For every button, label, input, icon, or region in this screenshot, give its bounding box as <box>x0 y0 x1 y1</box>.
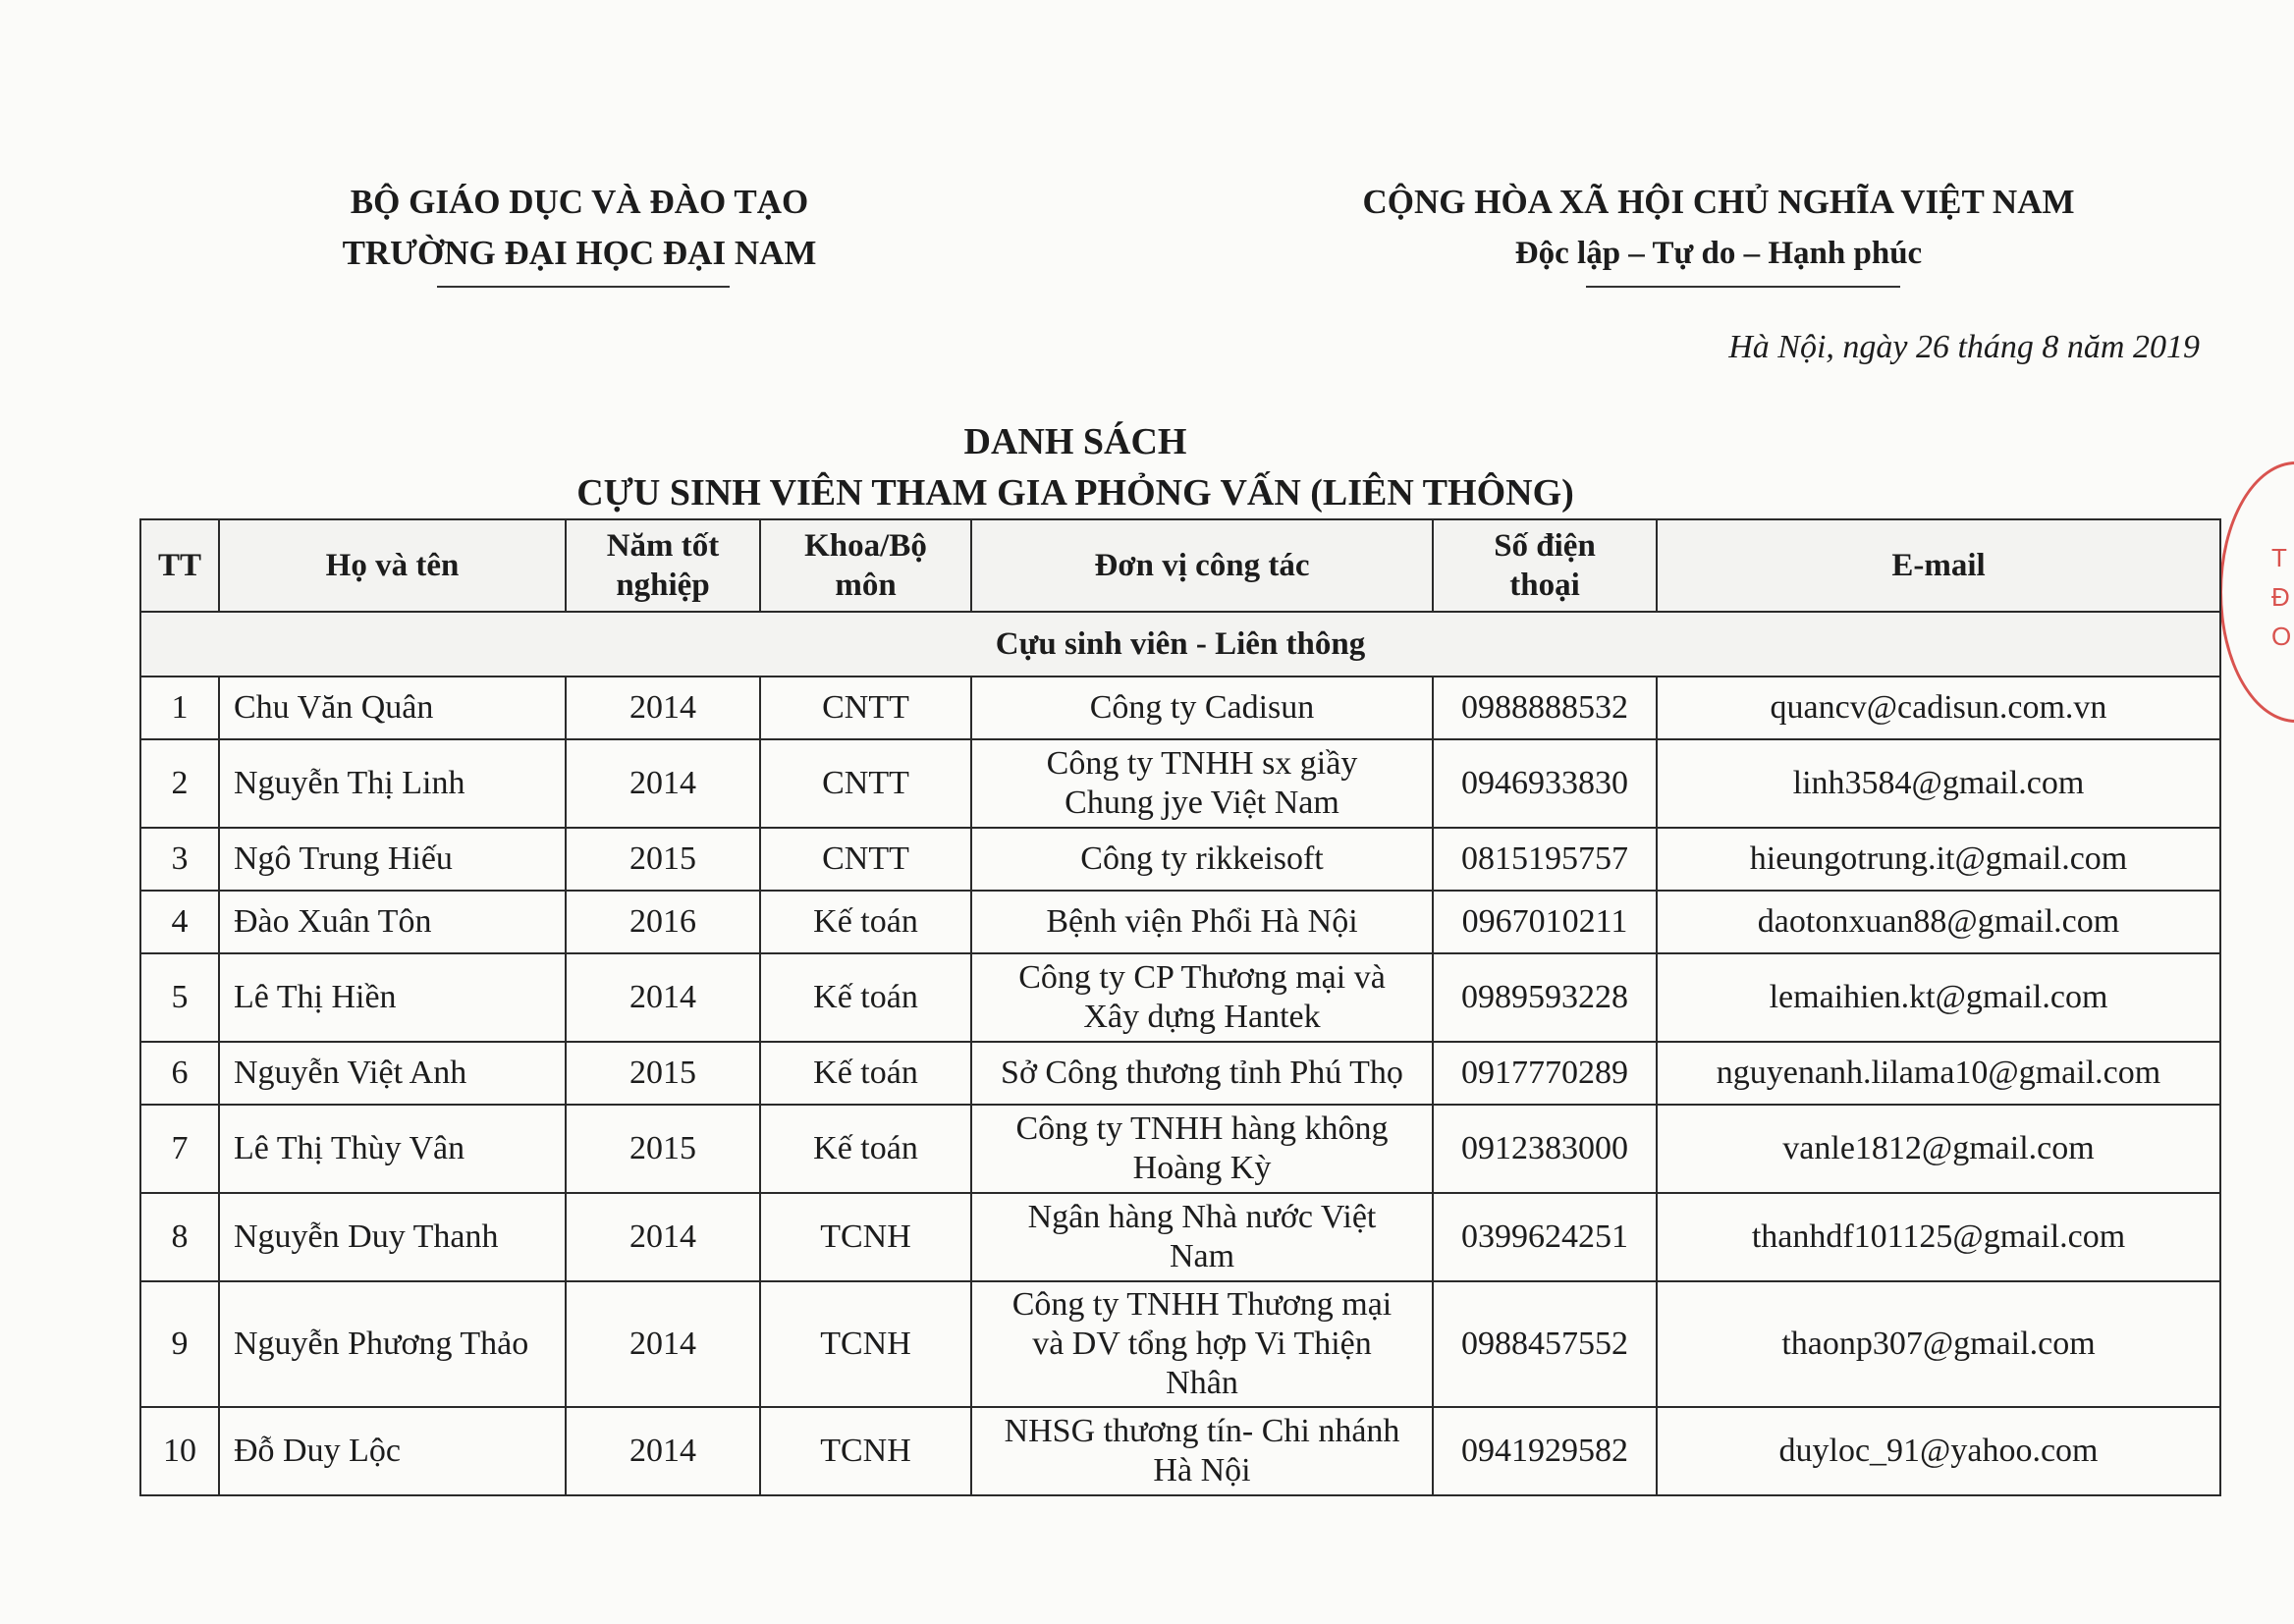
school-name: TRƯỜNG ĐẠI HỌC ĐẠI NAM <box>342 234 817 272</box>
cell-org-line: Hà Nội <box>1153 1452 1251 1489</box>
cell-phone: 0967010211 <box>1433 891 1657 953</box>
cell-phone: 0988457552 <box>1433 1281 1657 1407</box>
ministry-name: BỘ GIÁO DỤC VÀ ĐÀO TẠO <box>350 183 809 221</box>
cell-email: daotonxuan88@gmail.com <box>1657 891 2220 953</box>
cell-phone: 0399624251 <box>1433 1193 1657 1281</box>
header-underline-left <box>437 286 730 288</box>
cell-year: 2016 <box>566 891 760 953</box>
cell-dept: Kế toán <box>760 891 971 953</box>
cell-phone: 0989593228 <box>1433 953 1657 1042</box>
table-row <box>140 828 2220 891</box>
cell-org-line: Nam <box>1169 1238 1235 1274</box>
cell-year: 2014 <box>566 1407 760 1495</box>
col-header-year-line2: nghiệp <box>616 568 710 603</box>
table-row <box>140 1193 2220 1281</box>
header-underline-right <box>1586 286 1900 288</box>
col-header-phone-line1: Số điện <box>1494 528 1596 564</box>
cell-name: Ngô Trung Hiếu <box>219 828 566 891</box>
cell-org-line: NHSG thương tín- Chi nhánh <box>1004 1413 1400 1449</box>
table-row <box>140 677 2220 739</box>
cell-year: 2014 <box>566 739 760 828</box>
cell-name: Đỗ Duy Lộc <box>219 1407 566 1495</box>
col-header-phone <box>1433 519 1657 612</box>
col-header-year-line1: Năm tốt <box>606 528 720 564</box>
cell-year: 2015 <box>566 828 760 891</box>
col-header-year <box>566 519 760 612</box>
cell-name: Nguyễn Việt Anh <box>219 1042 566 1105</box>
cell-org <box>971 1281 1433 1407</box>
cell-dept: CNTT <box>760 828 971 891</box>
stamp-letter: O <box>2271 622 2292 651</box>
cell-org-line: Chung jye Việt Nam <box>1065 785 1339 821</box>
cell-org-line: Công ty TNHH sx giầy <box>1046 745 1358 782</box>
cell-email: nguyenanh.lilama10@gmail.com <box>1657 1042 2220 1105</box>
cell-name: Nguyễn Duy Thanh <box>219 1193 566 1281</box>
table-row <box>140 1407 2220 1495</box>
cell-org-line: Công ty TNHH Thương mại <box>1011 1286 1393 1323</box>
cell-year: 2014 <box>566 1193 760 1281</box>
cell-org-line: Công ty CP Thương mại và <box>1018 959 1386 996</box>
cell-dept: Kế toán <box>760 1042 971 1105</box>
cell-name: Lê Thị Thùy Vân <box>219 1105 566 1193</box>
cell-tt: 5 <box>140 953 219 1042</box>
cell-org <box>971 1042 1433 1105</box>
cell-email: lemaihien.kt@gmail.com <box>1657 953 2220 1042</box>
cell-org-line: Công ty TNHH hàng không <box>1015 1110 1389 1147</box>
cell-name: Chu Văn Quân <box>219 677 566 739</box>
cell-email: linh3584@gmail.com <box>1657 739 2220 828</box>
cell-tt: 4 <box>140 891 219 953</box>
ministry-header <box>285 177 874 279</box>
red-seal-stamp <box>2219 461 2294 723</box>
cell-phone: 0941929582 <box>1433 1407 1657 1495</box>
cell-dept: Kế toán <box>760 1105 971 1193</box>
table-row <box>140 891 2220 953</box>
cell-org <box>971 1105 1433 1193</box>
col-header-org: Đơn vị công tác <box>971 519 1433 612</box>
col-header-tt: TT <box>140 519 219 612</box>
table-row <box>140 953 2220 1042</box>
cell-org-line: Ngân hàng Nhà nước Việt <box>1027 1199 1377 1235</box>
stamp-letter: Đ <box>2271 582 2290 612</box>
cell-org <box>971 1193 1433 1281</box>
col-header-dept-line1: Khoa/Bộ <box>804 528 927 564</box>
table-row <box>140 739 2220 828</box>
table-row <box>140 1105 2220 1193</box>
cell-email: thanhdf101125@gmail.com <box>1657 1193 2220 1281</box>
cell-org-line: Nhân <box>1166 1365 1238 1401</box>
cell-year: 2014 <box>566 677 760 739</box>
table-row <box>140 1042 2220 1105</box>
cell-org <box>971 953 1433 1042</box>
cell-org <box>971 739 1433 828</box>
cell-tt: 1 <box>140 677 219 739</box>
cell-email: duyloc_91@yahoo.com <box>1657 1407 2220 1495</box>
document-subtitle: CỰU SINH VIÊN THAM GIA PHỎNG VẤN (LIÊN THÔNG) <box>576 472 1574 514</box>
cell-year: 2014 <box>566 1281 760 1407</box>
cell-dept: CNTT <box>760 677 971 739</box>
cell-dept: Kế toán <box>760 953 971 1042</box>
alumni-table <box>139 518 2221 1496</box>
cell-org <box>971 891 1433 953</box>
cell-name: Lê Thị Hiền <box>219 953 566 1042</box>
cell-email: hieungotrung.it@gmail.com <box>1657 828 2220 891</box>
cell-dept: TCNH <box>760 1281 971 1407</box>
col-header-dept-line2: môn <box>835 568 897 603</box>
cell-tt: 10 <box>140 1407 219 1495</box>
table-row <box>140 1281 2220 1407</box>
col-header-dept <box>760 519 971 612</box>
national-motto: Độc lập – Tự do – Hạnh phúc <box>1514 236 1923 271</box>
cell-tt: 3 <box>140 828 219 891</box>
col-header-phone-line2: thoại <box>1509 568 1580 603</box>
dateline: Hà Nội, ngày 26 tháng 8 năm 2019 <box>1728 329 2200 365</box>
cell-phone: 0815195757 <box>1433 828 1657 891</box>
cell-email: quancv@cadisun.com.vn <box>1657 677 2220 739</box>
document-title: DANH SÁCH <box>963 421 1187 462</box>
cell-tt: 7 <box>140 1105 219 1193</box>
stamp-letter: T <box>2271 543 2287 572</box>
cell-phone: 0917770289 <box>1433 1042 1657 1105</box>
cell-org <box>971 1407 1433 1495</box>
col-header-name: Họ và tên <box>219 519 566 612</box>
cell-tt: 9 <box>140 1281 219 1407</box>
cell-tt: 6 <box>140 1042 219 1105</box>
section-title: Cựu sinh viên - Liên thông <box>140 612 2220 677</box>
cell-year: 2014 <box>566 953 760 1042</box>
cell-org-line: Hoàng Kỳ <box>1132 1150 1272 1186</box>
cell-org-line: Công ty Cadisun <box>1089 689 1315 726</box>
cell-org <box>971 828 1433 891</box>
cell-dept: TCNH <box>760 1407 971 1495</box>
cell-name: Nguyễn Phương Thảo <box>219 1281 566 1407</box>
cell-phone: 0946933830 <box>1433 739 1657 828</box>
cell-phone: 0988888532 <box>1433 677 1657 739</box>
cell-org <box>971 677 1433 739</box>
republic-header <box>1336 177 2102 279</box>
cell-org-line: Xây dựng Hantek <box>1083 999 1321 1035</box>
cell-org-line: Bệnh viện Phổi Hà Nội <box>1046 903 1358 940</box>
cell-phone: 0912383000 <box>1433 1105 1657 1193</box>
cell-year: 2015 <box>566 1042 760 1105</box>
cell-dept: TCNH <box>760 1193 971 1281</box>
cell-org-line: Sở Công thương tỉnh Phú Thọ <box>1001 1055 1403 1091</box>
republic-name: CỘNG HÒA XÃ HỘI CHỦ NGHĨA VIỆT NAM <box>1362 183 2075 221</box>
table-header-row <box>140 519 2220 612</box>
cell-dept: CNTT <box>760 739 971 828</box>
cell-name: Nguyễn Thị Linh <box>219 739 566 828</box>
section-row <box>140 612 2220 677</box>
cell-email: vanle1812@gmail.com <box>1657 1105 2220 1193</box>
cell-tt: 8 <box>140 1193 219 1281</box>
cell-org-line: và DV tổng hợp Vi Thiện <box>1032 1326 1372 1362</box>
cell-year: 2015 <box>566 1105 760 1193</box>
cell-name: Đào Xuân Tôn <box>219 891 566 953</box>
cell-email: thaonp307@gmail.com <box>1657 1281 2220 1407</box>
cell-tt: 2 <box>140 739 219 828</box>
col-header-email: E-mail <box>1657 519 2220 612</box>
cell-org-line: Công ty rikkeisoft <box>1080 840 1324 877</box>
